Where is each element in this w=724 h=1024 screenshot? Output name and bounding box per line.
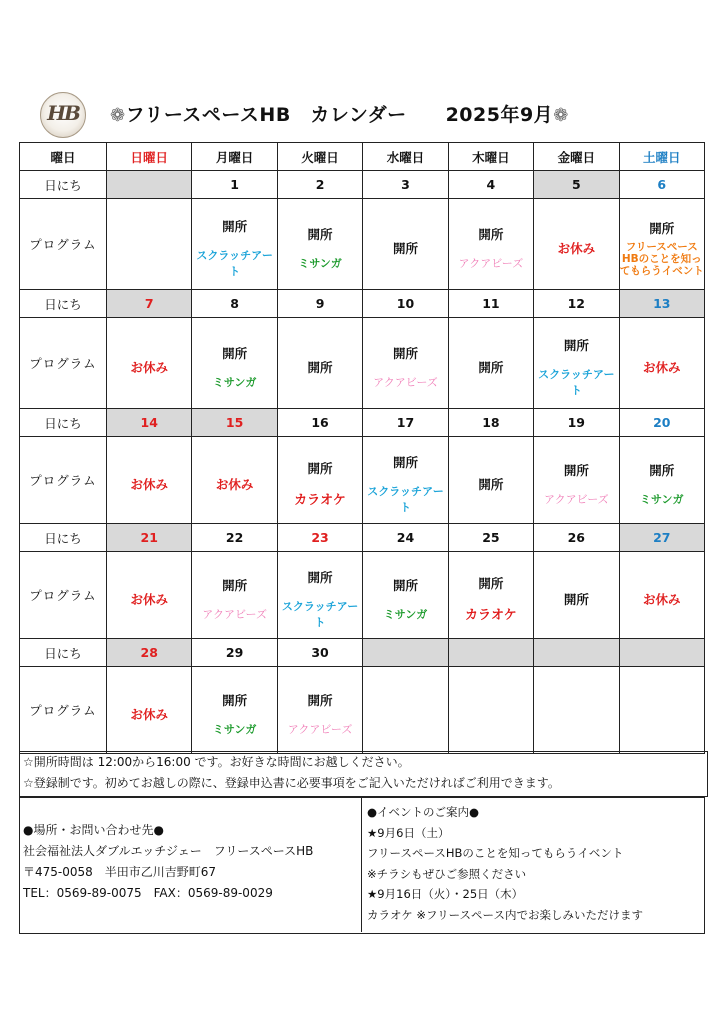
event2-desc: カラオケ ※フリースペース内でお楽しみいただけます <box>367 907 643 922</box>
activity-label: ミサンガ <box>212 375 257 389</box>
date-cell: 7 <box>107 290 192 318</box>
program-cell <box>534 318 619 409</box>
activity-label: アクアビーズ <box>373 375 438 389</box>
flower-icon: ❁ <box>110 105 126 126</box>
program-cell <box>448 667 533 754</box>
program-cell <box>107 552 192 639</box>
date-cell: 18 <box>448 409 533 437</box>
program-cell <box>534 552 619 639</box>
program-cell <box>277 437 362 524</box>
program-cell <box>277 667 362 754</box>
status-label: お休み <box>643 591 681 607</box>
program-cell <box>619 318 704 409</box>
status-label: 開所 <box>649 462 675 478</box>
program-label: プログラム <box>20 318 107 409</box>
events-section <box>364 798 704 932</box>
program-cell <box>107 437 192 524</box>
date-cell: 30 <box>277 639 362 667</box>
program-cell <box>363 552 448 639</box>
program-cell <box>619 437 704 524</box>
date-cell: 4 <box>448 171 533 199</box>
activity-label: アクアビーズ <box>543 492 609 506</box>
date-cell: 19 <box>534 409 619 437</box>
title-text: フリースペースHB カレンダー 2025年9月 <box>125 104 554 126</box>
date-label: 日にち <box>20 409 107 437</box>
weekday-cell: 水曜日 <box>363 143 448 171</box>
program-cell <box>192 667 277 754</box>
status-label: 開所 <box>478 576 504 591</box>
activity-label: ミサンガ <box>383 607 428 621</box>
logo-text: HB <box>47 101 79 125</box>
info-box <box>19 797 705 934</box>
status-label: 開所 <box>222 218 248 234</box>
program-cell <box>448 552 533 639</box>
page-title <box>110 100 569 127</box>
notes-box <box>19 751 708 797</box>
program-cell <box>277 199 362 290</box>
date-cell: 15 <box>192 409 277 437</box>
status-label: 開所 <box>478 226 504 242</box>
date-cell: 9 <box>277 290 362 318</box>
contact-org: 社会福祉法人ダブルエッチジェー フリースペースHB <box>23 844 314 858</box>
program-cell <box>363 318 448 409</box>
weekday-cell: 木曜日 <box>448 143 533 171</box>
activity-label: フリースペースHBのことを知ってもらうイベント <box>619 240 704 277</box>
weekday-cell: 火曜日 <box>277 143 362 171</box>
date-label: 日にち <box>20 171 107 199</box>
program-cell <box>619 199 704 290</box>
date-row <box>20 639 705 667</box>
weekday-cell: 金曜日 <box>534 143 619 171</box>
date-cell: 24 <box>363 524 448 552</box>
date-cell: 23 <box>277 524 362 552</box>
activity-label: スクラッチアート <box>367 484 444 514</box>
activity-label: スクラッチアート <box>281 599 359 629</box>
status-label: 開所 <box>478 359 504 375</box>
status-label: お休み <box>130 706 168 722</box>
program-cell <box>448 318 533 409</box>
program-label: プログラム <box>20 552 107 639</box>
status-label: 開所 <box>307 692 333 708</box>
program-cell <box>448 199 533 290</box>
date-cell: 17 <box>363 409 448 437</box>
date-cell: 28 <box>107 639 192 667</box>
status-label: お休み <box>643 359 681 375</box>
note-registration: ☆登録制です。初めてお越しの際に、登録申込書に必要事項をご記入いただければご利用できます。 <box>23 776 560 790</box>
activity-label: アクアビーズ <box>458 256 524 270</box>
program-label: プログラム <box>20 199 107 290</box>
date-row <box>20 409 705 437</box>
status-label: お休み <box>215 476 254 492</box>
status-label: お休み <box>130 476 168 492</box>
activity-label: カラオケ <box>465 608 517 623</box>
page-header <box>0 88 724 144</box>
status-label: 開所 <box>392 240 418 256</box>
date-cell <box>107 171 192 199</box>
activity-label: アクアビーズ <box>202 607 267 621</box>
hb-logo <box>40 92 86 138</box>
status-label: 開所 <box>392 577 418 593</box>
contact-heading: ●場所・お問い合わせ先● <box>23 823 164 837</box>
status-label: 開所 <box>392 345 418 361</box>
date-cell: 20 <box>619 409 704 437</box>
program-cell <box>363 437 448 524</box>
note-hours: ☆開所時間は 12:00から16:00 です。お好きな時間にお越しください。 <box>23 755 410 769</box>
program-cell <box>363 667 448 754</box>
status-label: 開所 <box>563 591 589 607</box>
activity-label: スクラッチアート <box>538 367 615 397</box>
date-cell <box>619 639 704 667</box>
event2-date: ★9月16日（火）・25日（木） <box>367 887 524 901</box>
program-cell <box>277 318 362 409</box>
status-label: お休み <box>557 240 596 256</box>
program-cell <box>192 552 277 639</box>
date-cell: 5 <box>534 171 619 199</box>
program-cell <box>107 199 192 290</box>
date-cell: 2 <box>277 171 362 199</box>
status-label: お休み <box>130 359 168 375</box>
event1-note: ※チラシもぜひご参照ください <box>367 866 527 881</box>
status-label: 開所 <box>649 220 675 236</box>
program-row <box>20 437 705 524</box>
activity-label: ミサンガ <box>640 492 684 506</box>
program-cell <box>534 437 619 524</box>
date-row <box>20 290 705 318</box>
event1-date: ★9月6日（土） <box>367 825 450 840</box>
status-label: 開所 <box>563 462 589 478</box>
weekday-cell: 日曜日 <box>107 143 192 171</box>
program-label: プログラム <box>20 667 107 754</box>
date-cell: 6 <box>619 171 704 199</box>
date-cell <box>363 639 448 667</box>
weekday-header-row <box>20 143 705 171</box>
program-label: プログラム <box>20 437 107 524</box>
status-label: 開所 <box>478 476 504 492</box>
program-row <box>20 667 705 754</box>
date-cell: 25 <box>448 524 533 552</box>
activity-label: ミサンガ <box>298 256 342 270</box>
activity-label: カラオケ <box>294 493 346 508</box>
date-label: 日にち <box>20 524 107 552</box>
activity-label: ミサンガ <box>212 722 257 736</box>
status-label: 開所 <box>307 359 333 375</box>
event1-desc: フリースペースHBのことを知ってもらうイベント <box>367 846 624 860</box>
date-row <box>20 524 705 552</box>
date-cell: 26 <box>534 524 619 552</box>
status-label: 開所 <box>392 454 418 470</box>
activity-label: スクラッチアート <box>196 248 273 278</box>
program-cell <box>534 199 619 290</box>
program-row <box>20 199 705 290</box>
program-cell <box>534 667 619 754</box>
date-cell: 12 <box>534 290 619 318</box>
date-cell: 1 <box>192 171 277 199</box>
status-label: 開所 <box>307 569 333 585</box>
weekday-cell: 土曜日 <box>619 143 704 171</box>
date-label: 日にち <box>20 639 107 667</box>
date-cell: 8 <box>192 290 277 318</box>
program-cell <box>619 667 704 754</box>
program-row <box>20 552 705 639</box>
date-cell: 11 <box>448 290 533 318</box>
program-cell <box>448 437 533 524</box>
date-cell <box>534 639 619 667</box>
date-cell: 10 <box>363 290 448 318</box>
events-heading: ●イベントのご案内● <box>367 805 480 819</box>
date-row <box>20 171 705 199</box>
program-cell <box>107 318 192 409</box>
date-cell: 13 <box>619 290 704 318</box>
date-cell: 22 <box>192 524 277 552</box>
status-label: お休み <box>130 591 168 607</box>
calendar-table <box>19 142 705 754</box>
contact-phone: TEL：0569-89-0075 FAX：0569-89-0029 <box>23 886 273 900</box>
program-cell <box>192 199 277 290</box>
status-label: 開所 <box>563 337 589 353</box>
date-label: 日にち <box>20 290 107 318</box>
date-cell: 29 <box>192 639 277 667</box>
contact-section <box>20 798 362 932</box>
flower-icon: ❁ <box>553 105 569 126</box>
status-label: 開所 <box>222 345 248 361</box>
activity-label: アクアビーズ <box>287 722 353 736</box>
status-label: 開所 <box>222 577 248 593</box>
program-cell <box>363 199 448 290</box>
date-cell <box>448 639 533 667</box>
date-cell: 14 <box>107 409 192 437</box>
date-cell: 16 <box>277 409 362 437</box>
status-label: 開所 <box>307 226 333 242</box>
contact-address: 〒475-0058 半田市乙川吉野町67 <box>23 865 217 879</box>
program-row <box>20 318 705 409</box>
weekday-cell: 月曜日 <box>192 143 277 171</box>
program-cell <box>277 552 362 639</box>
status-label: 開所 <box>222 692 248 708</box>
program-cell <box>619 552 704 639</box>
status-label: 開所 <box>307 461 333 476</box>
date-cell: 21 <box>107 524 192 552</box>
weekday-label: 曜日 <box>20 143 107 171</box>
program-cell <box>192 437 277 524</box>
program-cell <box>192 318 277 409</box>
program-cell <box>107 667 192 754</box>
date-cell: 27 <box>619 524 704 552</box>
date-cell: 3 <box>363 171 448 199</box>
